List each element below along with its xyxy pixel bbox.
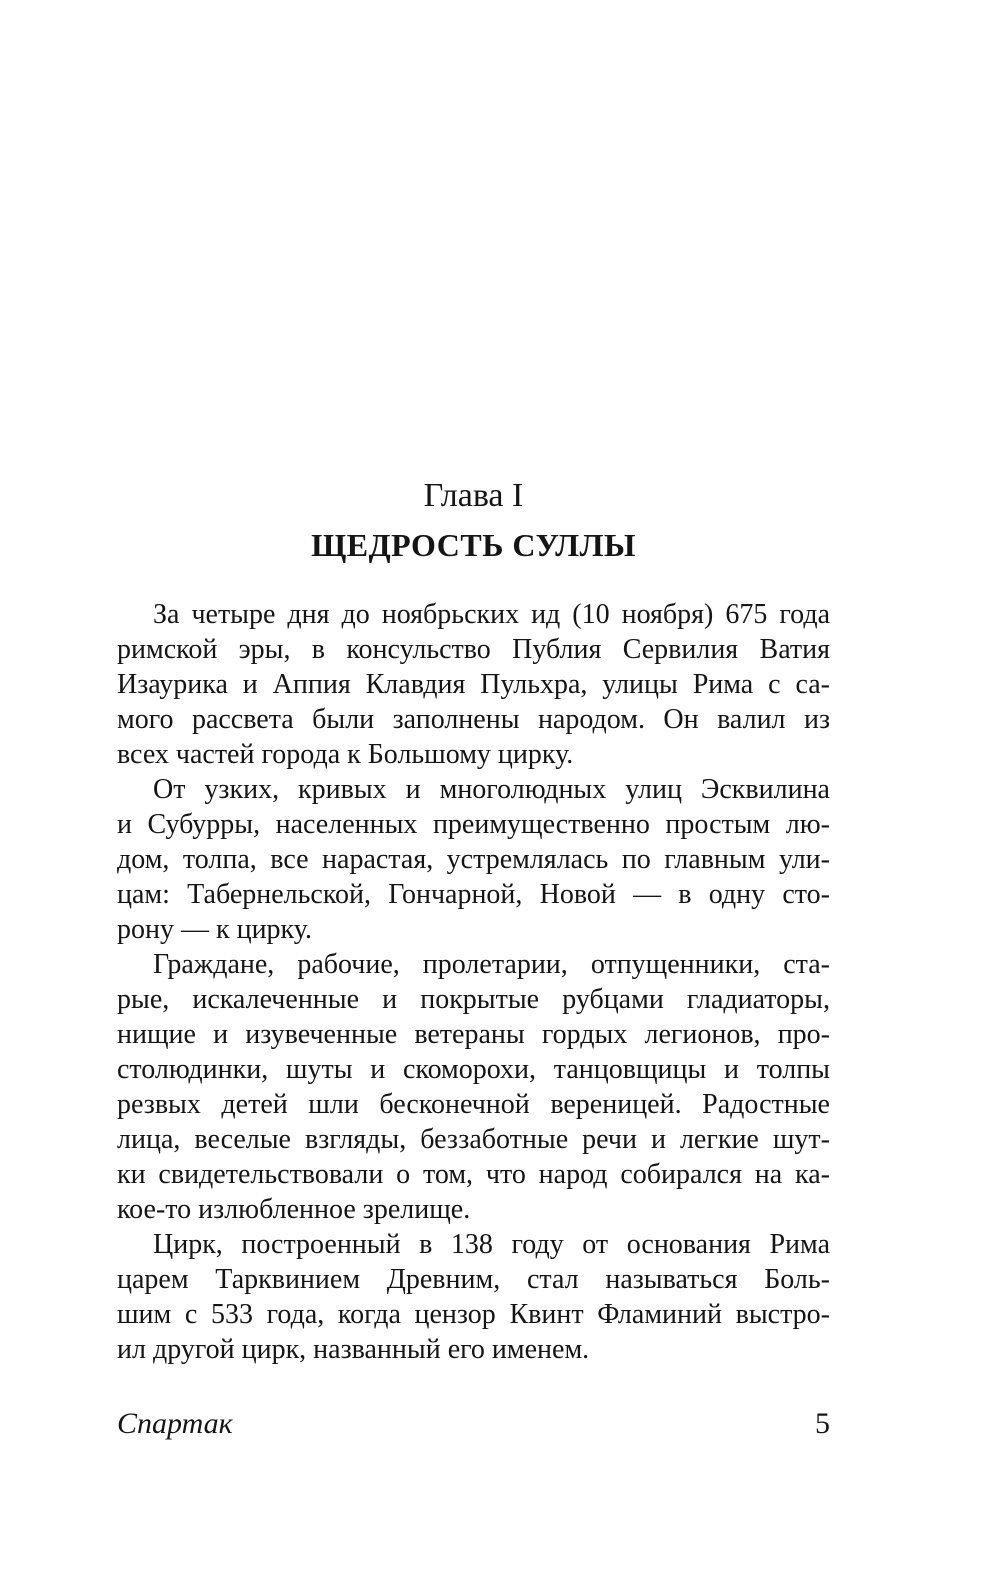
text-line: римской эры, в консульство Публия Сервилия Ватия — [117, 634, 830, 665]
page-number: 5 — [815, 1407, 830, 1440]
text-line: кое-то излюбленное зрелище. — [117, 1194, 471, 1225]
text-line: ил другой цирк, названный его именем. — [117, 1334, 590, 1365]
text-line: царем Тарквинием Древним, стал называться Боль- — [117, 1264, 830, 1295]
text-line: всех частей города к Большому цирку. — [117, 739, 574, 770]
text-line: рону — к цирку. — [117, 914, 312, 945]
page-footer — [117, 1405, 830, 1443]
text-line: цам: Табернельской, Гончарной, Новой — в одну сто- — [117, 879, 830, 910]
paragraph — [117, 1227, 830, 1367]
text-line: нищие и изувеченные ветераны гордых легионов, про- — [117, 1019, 830, 1050]
text-line: Цирк, построенный в 138 году от основания Рима — [153, 1229, 830, 1260]
running-title: Спартак — [117, 1407, 233, 1440]
text-line: За четыре дня до ноябрьских ид (10 ноября) 675 года — [153, 599, 830, 630]
text-line: ки свидетельствовали о том, что народ собирался на ка- — [117, 1159, 830, 1190]
chapter-title: ЩЕДРОСТЬ СУЛЛЫ — [311, 527, 636, 563]
text-line: рые, искалеченные и покрытые рубцами гладиаторы, — [117, 984, 830, 1015]
text-line: лица, веселые взгляды, беззаботные речи и легкие шут- — [117, 1124, 830, 1155]
text-line: Граждане, рабочие, пролетарии, отпущенники, ста- — [153, 949, 830, 980]
text-line: столюдинки, шуты и скоморохи, танцовщицы и толпы — [117, 1054, 830, 1085]
text-line: и Субурры, населенных преимущественно простым лю- — [117, 809, 830, 840]
text-line: дом, толпа, все нарастая, устремлялась по главным ули- — [117, 844, 830, 875]
text-line: шим с 533 года, когда цензор Квинт Фламиний выстро- — [117, 1299, 830, 1330]
text-line: мого рассвета были заполнены народом. Он валил из — [117, 704, 830, 735]
paragraph — [117, 947, 830, 1227]
text-line: резвых детей шли бесконечной вереницей. Радостные — [117, 1089, 830, 1120]
paragraph — [117, 772, 830, 947]
body-text — [117, 597, 830, 1367]
text-line: От узких, кривых и многолюдных улиц Эсквилина — [153, 774, 830, 805]
text-line: Изаурика и Аппия Клавдия Пульхра, улицы Рима с са- — [117, 669, 830, 700]
book-page — [117, 0, 830, 1583]
paragraph — [117, 597, 830, 772]
chapter-heading: Глава I — [423, 477, 524, 514]
